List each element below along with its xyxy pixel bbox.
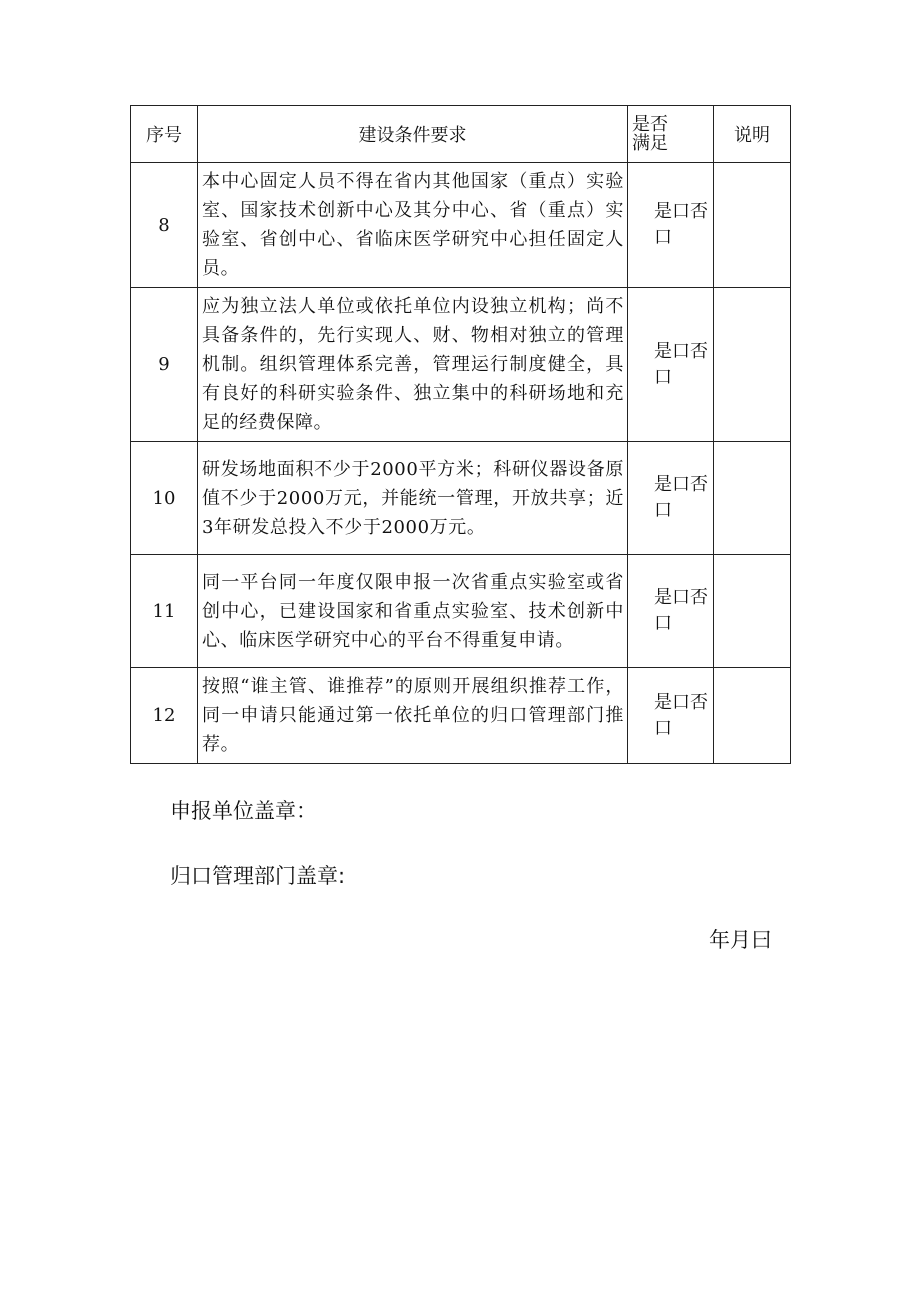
met-option-line2: 口 [654,366,672,388]
table-header-row [131,106,791,163]
row-note[interactable] [714,668,791,764]
row-number: 11 [131,555,198,668]
met-option-line2: 口 [654,717,672,739]
applicant-stamp-label: 申报单位盖章： [170,799,317,823]
table-row [131,555,791,668]
row-requirement: 研发场地面积不少于2000平方米；科研仪器设备原值不少于2000万元，并能统一管理，开放共享；近3年研发总投入不少于2000万元。 [198,442,628,555]
met-option-line2: 口 [654,227,672,248]
authority-stamp-label: 归口管理部门盖章: [170,864,346,888]
row-number: 9 [131,288,198,442]
row-note[interactable] [714,163,791,288]
met-option-line1: 是口否 [654,201,708,222]
header-number: 序号 [131,106,198,163]
row-met-checkbox[interactable] [628,555,714,668]
header-met-line2: 满足 [632,133,668,154]
header-met [628,106,714,163]
table-row [131,163,791,288]
row-requirement: 应为独立法人单位或依托单位内设独立机构；尚不具备条件的，先行实现人、财、物相对独立的管理机制。组织管理体系完善，管理运行制度健全，具有良好的科研实验条件、独立集中的科研场地和充足的经费保障。 [198,288,628,442]
row-met-checkbox[interactable] [628,288,714,442]
met-option-line2: 口 [654,613,672,634]
row-number: 10 [131,442,198,555]
row-number: 8 [131,163,198,288]
row-requirement: 同一平台同一年度仅限申报一次省重点实验室或省创中心，已建设国家和省重点实验室、技术创新中心、临床医学研究中心的平台不得重复申请。 [198,555,628,668]
table-row [131,442,791,555]
row-note[interactable] [714,288,791,442]
row-note[interactable] [714,442,791,555]
row-requirement: 本中心固定人员不得在省内其他国家（重点）实验室、国家技术创新中心及其分中心、省（重点）实验室、省创中心、省临床医学研究中心担任固定人员。 [198,163,628,288]
met-option-line2: 口 [654,500,672,521]
row-note[interactable] [714,555,791,668]
table-row [131,668,791,764]
header-met-line1: 是否 [632,114,668,135]
row-requirement: 按照“谁主管、谁推荐”的原则开展组织推荐工作，同一申请只能通过第一依托单位的归口管理部门推荐。 [198,668,628,764]
row-number: 12 [131,668,198,764]
met-option-line1: 是口否 [654,587,708,608]
met-option-line1: 是口否 [654,691,708,713]
date-label: 年月曰 [709,928,772,952]
met-option-line1: 是口否 [654,474,708,495]
header-requirement: 建设条件要求 [198,106,628,163]
requirements-table [130,105,791,764]
row-met-checkbox[interactable] [628,668,714,764]
row-met-checkbox[interactable] [628,442,714,555]
met-option-line1: 是口否 [654,340,708,362]
row-met-checkbox[interactable] [628,163,714,288]
header-note: 说明 [714,106,791,163]
table-row [131,288,791,442]
